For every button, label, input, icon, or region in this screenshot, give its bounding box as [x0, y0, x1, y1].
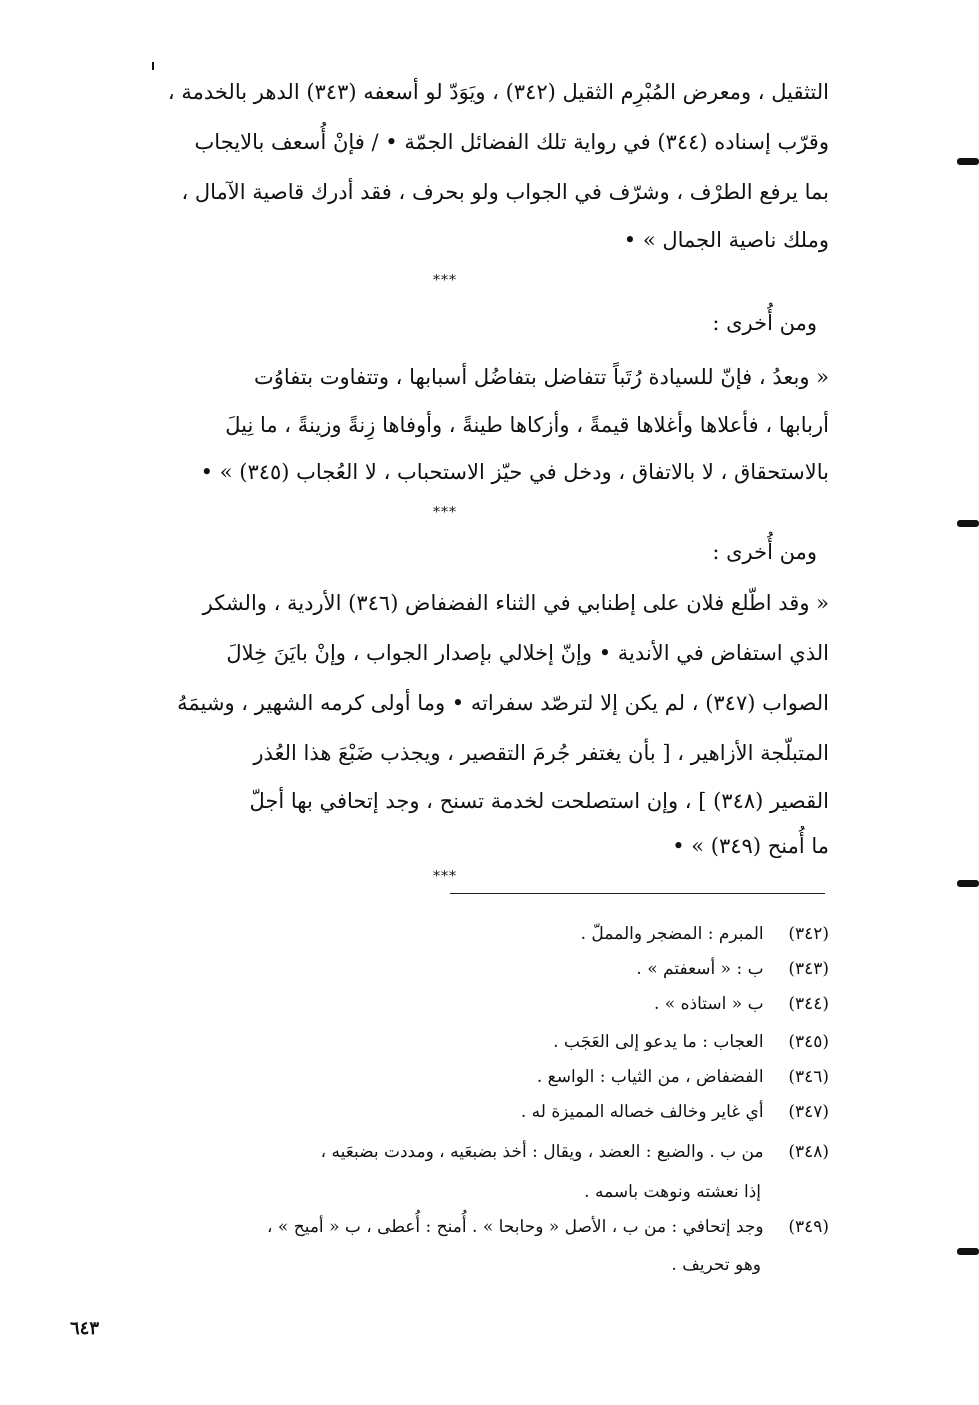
- footnote-number: (٣٤٦): [788, 1067, 829, 1087]
- section-separator: ⁎⁎⁎: [433, 500, 457, 516]
- body-line: القصير (٣٤٨) ] ، وإن استصلحت لخدمة تسنح ، وجد إتحافي بها أجلّ: [249, 789, 829, 813]
- footnote: [69, 952, 829, 987]
- edge-mark: [957, 880, 979, 887]
- footnote-text: ب « استاذه » .: [654, 994, 764, 1014]
- body-line: بالاستحقاق ، لا بالاتفاق ، ودخل في حيّز الاستحباب ، لا العُجاب (٣٤٥) » •: [200, 460, 829, 484]
- body-line: ما أُمنح (٣٤٩) » •: [672, 834, 829, 858]
- footnote-continuation: إذا نعشته ونوهت باسمه .: [584, 1182, 761, 1202]
- body-line: المتبلّجة الأزاهير ، [ بأن يغتفر جُرمَ التقصير ، ويجذب ضَبْعَ هذا العُذر: [253, 741, 829, 765]
- edge-mark: [957, 158, 979, 165]
- page-number: ٦٤٣: [70, 1318, 100, 1339]
- section-separator: ⁎⁎⁎: [433, 268, 457, 284]
- footnote: [69, 1210, 829, 1245]
- footnote-number: (٣٤٧): [788, 1102, 829, 1122]
- footnote: [69, 1135, 829, 1170]
- stray-mark: [152, 62, 154, 70]
- footnote: [69, 917, 829, 952]
- body-line: وقرّب إسناده (٣٤٤) في رواية تلك الفضائل الجمّة • / فإنْ أُسعف بالايجاب: [194, 130, 829, 154]
- footnote-text: أي غاير وخالف خصاله المميزة له .: [520, 1102, 764, 1122]
- body-line: « وقد اطّلع فلان على إطنابي في الثناء الفضفاض (٣٤٦) الأردية ، والشكر: [202, 591, 829, 615]
- body-line: بما يرفع الطرْف ، وشرّف في الجواب ولو بحرف ، فقد أدرك قاصية الآمال ،: [181, 180, 829, 204]
- footnote: [69, 1095, 829, 1130]
- section-heading: ومن أُخرى :: [712, 540, 817, 564]
- footnote-text: العجاب : ما يدعو إلى العَجَب .: [553, 1032, 764, 1052]
- footnote-text: الفضفاض ، من الثياب : الواسع .: [536, 1067, 764, 1087]
- footnote-number: (٣٤٤): [788, 994, 829, 1014]
- footnote-text: ب : « أسعفتم » .: [636, 959, 764, 979]
- body-line: وملك ناصية الجمال » •: [623, 228, 829, 252]
- body-line: الذي استفاض في الأندية • وإنّ إخلالي بإصدار الجواب ، وإنْ بايَنَ خِلالَ: [226, 641, 829, 665]
- footnote-text: المبرم : المضجر والمملّ .: [580, 924, 764, 944]
- section-heading: ومن أُخرى :: [712, 311, 817, 335]
- footnote-text: وجد إتحافي : من ب ، الأصل « وحابحا » . أُمنح : أُعطى ، ب « أميح » ،: [267, 1217, 764, 1237]
- edge-mark: [957, 1248, 979, 1255]
- footnote-number: (٣٤٥): [788, 1032, 829, 1052]
- footnote: [69, 1060, 829, 1095]
- body-line: الصواب (٣٤٧) ، لم يكن إلا لترصّد سفراته • وما أولى كرمه الشهير ، وشيمَهُ: [177, 691, 829, 715]
- footnote-divider: [450, 893, 825, 894]
- body-line: أربابها ، فأعلاها وأغلاها قيمةً ، وأزكاها طينةً ، وأوفاها زِنةً وزينةً ، ما نِيلَ: [225, 413, 829, 437]
- footnote-number: (٣٤٣): [788, 959, 829, 979]
- footnote-continuation: وهو تحريف .: [671, 1255, 761, 1275]
- footnote: [69, 987, 829, 1022]
- body-line: التثقيل ، ومعرض المُبْرِم الثقيل (٣٤٢) ، ويَوَدّ لو أسعفه (٣٤٣) الدهر بالخدمة ،: [167, 80, 829, 104]
- body-line: « وبعدُ ، فإنّ للسيادة رُتَباً تتفاضل بتفاضُل أسبابها ، وتتفاوت بتفاوُت: [253, 365, 829, 389]
- footnote: [69, 1025, 829, 1060]
- edge-mark: [957, 520, 979, 527]
- footnote-number: (٣٤٩): [788, 1217, 829, 1237]
- footnote-number: (٣٤٨): [788, 1142, 829, 1162]
- section-separator: ⁎⁎⁎: [433, 864, 457, 880]
- footnote-number: (٣٤٢): [788, 924, 829, 944]
- footnote-text: من ب . والضبع : العضد ، ويقال : أخذ بضبعَيه ، ومددت بضبعَيه ،: [320, 1142, 764, 1162]
